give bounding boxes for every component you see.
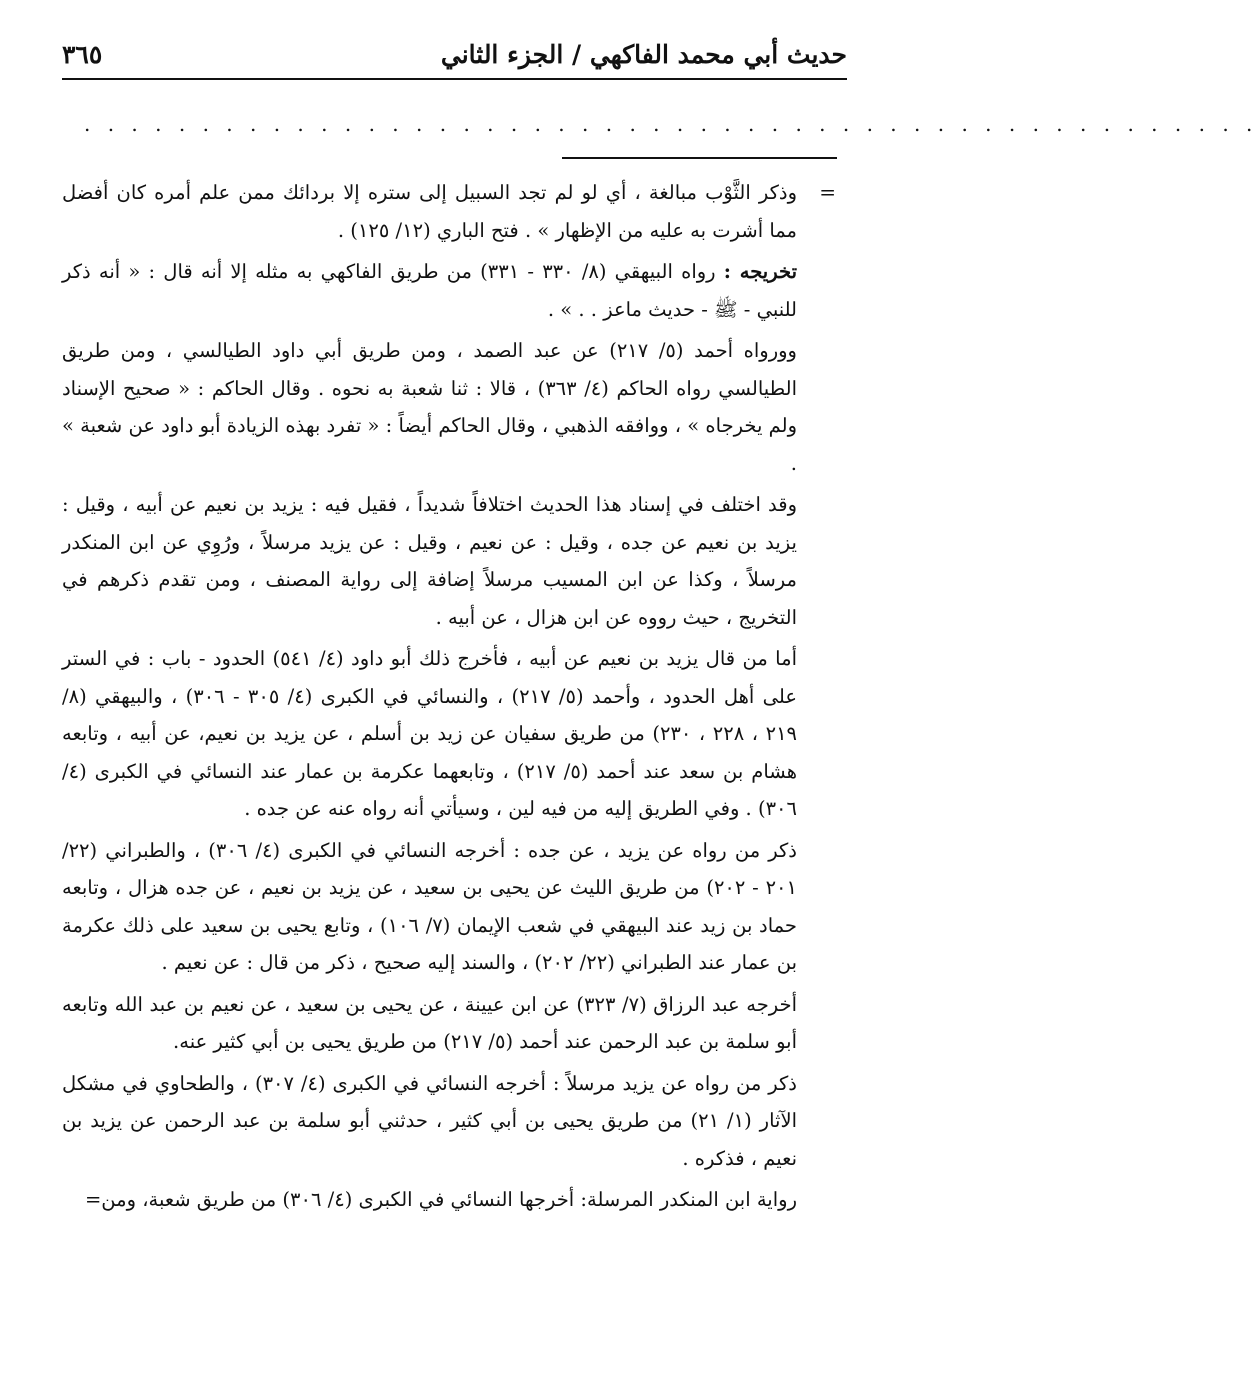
footnote-paragraph: [62, 986, 797, 1061]
header-rule: [62, 78, 847, 80]
footnote-paragraph: [62, 253, 797, 328]
paragraph-text: رواه البيهقي (٨/ ٣٣٠ - ٣٣١) من طريق الفاكهي به مثله إلا أنه قال : « أنه ذكر للنبي - ﷺ - حديث ماعز . . » .: [62, 260, 797, 321]
dotted-separator: . . . . . . . . . . . . . . . . . . . . . . . . . . . . . . . . . . . . . . . . . . . . . . . . . .: [84, 112, 1258, 136]
footnote-rule: [562, 157, 837, 159]
page-number: ٣٦٥: [62, 40, 103, 69]
footnote-paragraph: [62, 832, 797, 982]
footnote-paragraph: [62, 1181, 797, 1219]
footnote-paragraph: [62, 486, 797, 636]
paragraph-lead: تخريجه :: [723, 260, 797, 283]
paragraph-text: أخرجه عبد الرزاق (٧/ ٣٢٣) عن ابن عيينة ، عن يحيى بن سعيد ، عن نعيم بن عبد الله وتابعه أبو سلمة بن عبد الرحمن عند أحمد (٥/ ٢١٧) من طريق يحيى بن أبي كثير عنه.: [62, 992, 797, 1053]
running-header: [62, 36, 847, 82]
footnote-paragraph: [62, 1065, 797, 1178]
footnote-paragraph: [62, 640, 797, 828]
footnote-paragraph: [62, 332, 797, 482]
running-title: حديث أبي محمد الفاكهي / الجزء الثاني: [440, 40, 847, 69]
footnote-paragraph: [62, 174, 797, 249]
paragraph-text: وورواه أحمد (٥/ ٢١٧) عن عبد الصمد ، ومن طريق أبي داود الطيالسي ، ومن طريق الطيالسي رواه الحاكم (٤/ ٣٦٣) ، قالا : ثنا شعبة به نحوه . وقال الحاكم : « صحيح الإسناد ولم يخرجاه » ، ووافقه الذهبي ، وقال الحاكم أيضاً : « تفرد بهذه الزيادة أبو داود عن شعبة » .: [62, 339, 798, 475]
footnote-body: [62, 174, 797, 1223]
paragraph-text: أما من قال يزيد بن نعيم عن أبيه ، فأخرج ذلك أبو داود (٤/ ٥٤١) الحدود - باب : في الستر على أهل الحدود ، وأحمد (٥/ ٢١٧) ، والنسائي في الكبرى (٤/ ٣٠٥ - ٣٠٦) ، والبيهقي (٨/ ٢١٩ ، ٢٢٨ ، ٢٣٠) من طريق سفيان عن زيد بن أسلم ، عن يزيد بن نعيم، عن أبيه ، وتابعه هشام بن سعد عند أحمد (٥/ ٢١٧) ، وتابعهما عكرمة بن عمار عند النسائي في الكبرى (٤/ ٣٠٦) . وفي الطريق إليه من فيه لين ، وسيأتي أنه رواه عنه عن جده .: [62, 647, 798, 820]
paragraph-text: ذكر من رواه عن يزيد مرسلاً : أخرجه النسائي في الكبرى (٤/ ٣٠٧) ، والطحاوي في مشكل الآثار (١/ ٢١) من طريق يحيى بن أبي كثير ، حدثني أبو سلمة بن عبد الرحمن عن يزيد بن نعيم ، فذكره .: [62, 1071, 797, 1170]
paragraph-text: رواية ابن المنكدر المرسلة: أخرجها النسائي في الكبرى (٤/ ٣٠٦) من طريق شعبة، ومن=: [84, 1188, 797, 1211]
paragraph-text: ذكر من رواه عن يزيد ، عن جده : أخرجه النسائي في الكبرى (٤/ ٣٠٦) ، والطبراني (٢٢/ ٢٠١ - ٢٠٢) من طريق الليث عن يحيى بن سعيد ، عن يزيد بن نعيم ، عن جده هزال ، وتابعه حماد بن زيد عند البيهقي في شعب الإيمان (٧/ ١٠٦) ، وتابع يحيى بن سعيد على ذلك عكرمة بن عمار عند الطبراني (٢٢/ ٢٠٢) ، والسند إليه صحيح ، ذكر من قال : عن نعيم .: [62, 838, 797, 974]
paragraph-text: وذكر الثَّوْب مبالغة ، أي لو لم تجد السبيل إلى ستره إلا بردائك ممن علم أمره كان أفضل مما أشرت به عليه من الإظهار » . فتح الباري (١٢/ ١٢٥) .: [62, 181, 797, 242]
paragraph-text: وقد اختلف في إسناد هذا الحديث اختلافاً شديداً ، فقيل فيه : يزيد بن نعيم عن أبيه ، وقيل : يزيد بن نعيم عن جده ، وقيل : عن نعيم ، وقيل : عن يزيد مرسلاً ، ورُوِي عن ابن المنكدر مرسلاً ، وكذا عن ابن المسيب مرسلاً إضافة إلى رواية المصنف ، ومن تقدم ذكرهم في التخريج ، حيث رووه عن ابن هزال ، عن أبيه .: [62, 493, 797, 629]
continuation-mark: =: [819, 180, 836, 204]
